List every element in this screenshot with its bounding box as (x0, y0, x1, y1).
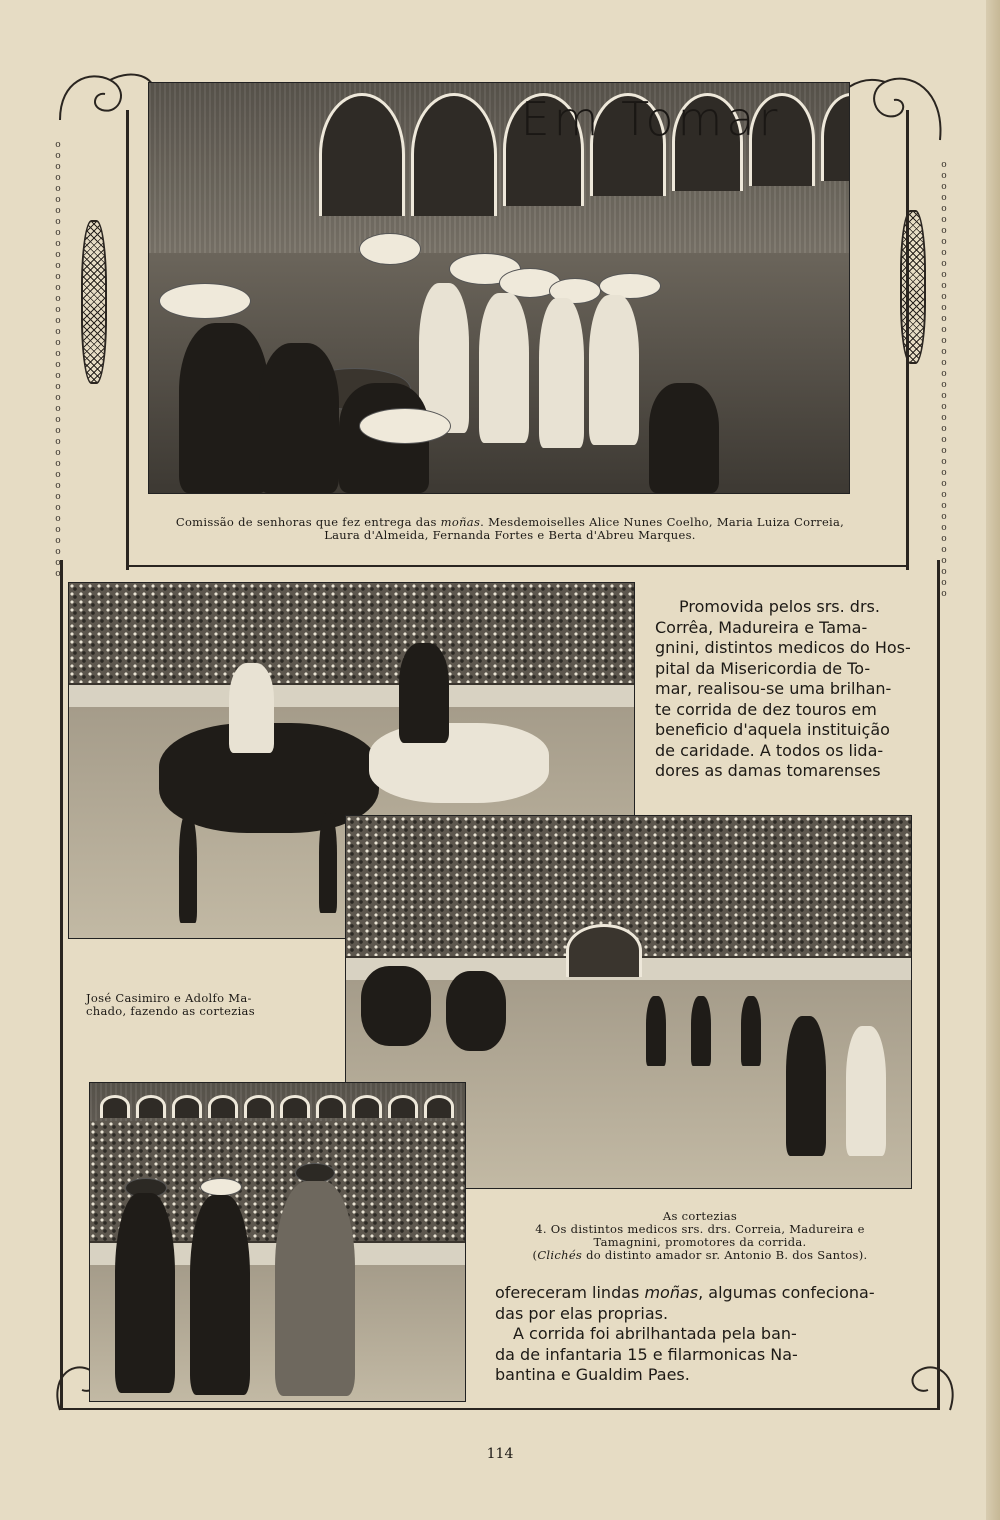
article-paragraph-1 (655, 597, 915, 782)
caption-cortezias-line4: (Clichés do distinto amador sr. Antonio B. dos Santos). (532, 1248, 868, 1262)
article-p3-line: A corrida foi abrilhantada pela ban- (513, 1324, 797, 1343)
caption-cortezias (470, 1210, 930, 1262)
frame-divider (126, 565, 909, 567)
article-p1-line: de caridade. A todos os lida- (655, 740, 884, 760)
photo-ladies-committee (148, 82, 850, 494)
ornament-pendant-right (900, 210, 926, 364)
article-p1-line: gnini, distintos medicos do Hos- (655, 638, 911, 657)
dot-chain-right: oooooooooooooooooooooooooooooooooooooooo (941, 160, 947, 599)
caption-horsemen (86, 992, 296, 1018)
frame-bottom-line (60, 1408, 940, 1410)
article-p2-line2: das por elas proprias. (495, 1303, 669, 1323)
photo-doctors (89, 1082, 466, 1402)
caption-ladies-line2: Laura d'Almeida, Fernanda Fortes e Berta d'Abreu Marques. (324, 528, 696, 542)
article-p2-line1: ofereceram lindas moñas, algumas confeciona- (495, 1283, 875, 1302)
article-p1-line: mar, realisou-se uma brilhan- (655, 679, 892, 698)
page-edge (986, 0, 1000, 1520)
caption-ladies-line1: Comissão de senhoras que fez entrega das moñas. Mesdemoiselles Alice Nunes Coelho, Maria Luiza Correia, (175, 515, 845, 529)
caption-ladies (100, 516, 920, 542)
caption-cortezias-line2: 4. Os distintos medicos srs. drs. Correia, Madureira e (535, 1222, 865, 1236)
frame-rail-right-lower (937, 560, 940, 1410)
article-p1-line: Corrêa, Madureira e Tama- (655, 617, 868, 637)
article-p1-line: Promovida pelos srs. drs. (679, 597, 880, 616)
frame-rail-left-lower (60, 560, 63, 1410)
photo-arches-small (100, 1095, 454, 1118)
ornament-pendant-left (81, 220, 107, 384)
article-p1-line: te corrida de dez touros em (655, 699, 877, 719)
page-title: Em Tomar (520, 92, 782, 146)
article-p3-line: da de infantaria 15 e filarmonicas Na- (495, 1344, 798, 1364)
caption-horsemen-line2: chado, fazendo as cortezias (86, 1004, 255, 1018)
scroll-ornament-left (50, 60, 160, 130)
page-number: 114 (486, 1446, 514, 1462)
dot-chain-left: oooooooooooooooooooooooooooooooooooooooo (55, 140, 61, 579)
frame-rail-left (126, 110, 129, 570)
article-p1-line: pital da Misericordia de To- (655, 658, 871, 678)
article-p1-line: beneficio d'aquela instituição (655, 720, 890, 739)
caption-horsemen-line1: José Casimiro e Adolfo Ma- (86, 991, 252, 1005)
article-paragraph-2 (495, 1283, 925, 1386)
article-p3-line: bantina e Gualdim Paes. (495, 1365, 690, 1384)
caption-cortezias-line1: As cortezias (662, 1209, 738, 1223)
article-p1-line: dores as damas tomarenses (655, 761, 881, 780)
caption-cortezias-line3: Tamagnini, promotores da corrida. (593, 1235, 807, 1249)
